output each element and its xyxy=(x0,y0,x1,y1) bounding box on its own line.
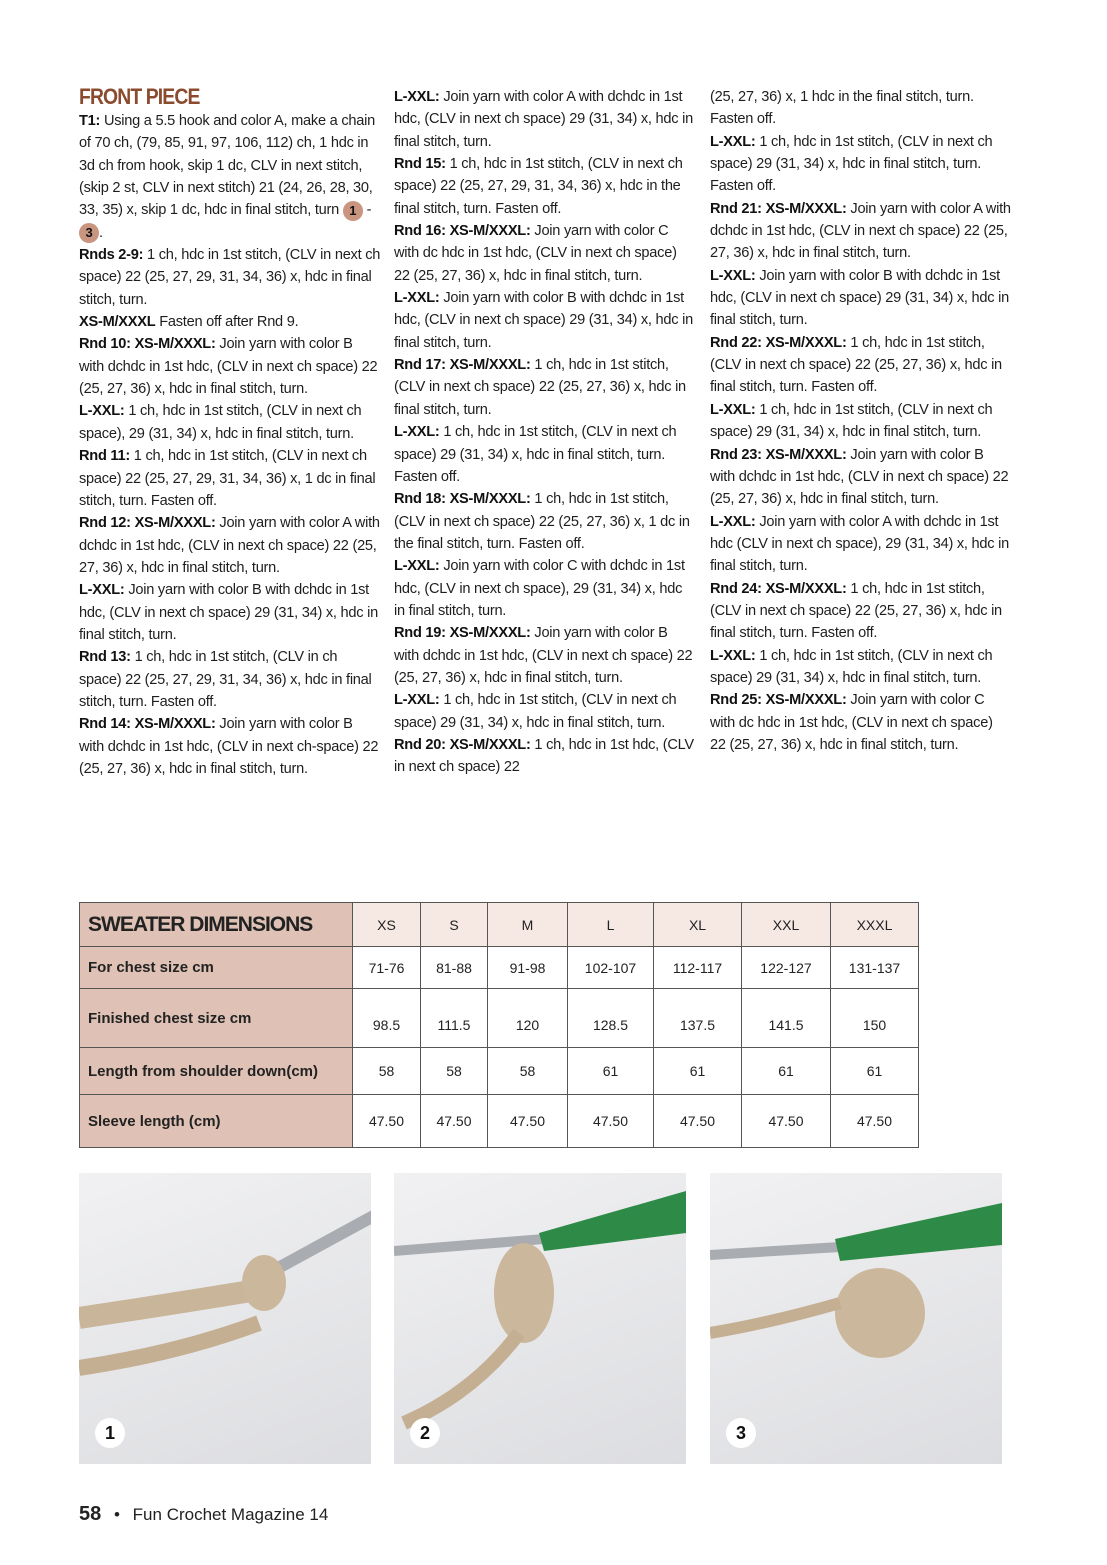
instruction-text: Join yarn with color B with dchdc in 1st hdc, (CLV in next ch space) 22 (25, 27, 36) x, hdc in final stitch, turn. xyxy=(710,446,1009,508)
instruction-label: Rnd 16: XS-M/XXXL: xyxy=(394,223,531,240)
instruction-label: Rnd 22: XS-M/XXXL: xyxy=(710,334,847,351)
instruction-paragraph xyxy=(394,354,696,421)
row-label: Sleeve length (cm) xyxy=(80,1095,353,1148)
instruction-paragraph xyxy=(710,131,1012,198)
instruction-paragraph xyxy=(79,400,381,445)
table-cell: 61 xyxy=(568,1048,654,1095)
photo-step-1 xyxy=(79,1173,371,1464)
crochet-photo-3 xyxy=(710,1173,1002,1464)
instruction-label: Rnd 14: XS-M/XXXL: xyxy=(79,716,216,733)
instruction-text: 1 ch, hdc in 1st stitch, (CLV in next ch space) 22 (25, 27, 29, 31, 34, 36) x, hdc in final stitch, turn. xyxy=(79,247,381,308)
instruction-text: Join yarn with color B with dchdc in 1st hdc, (CLV in next ch space) 22 (25, 27, 36) x, hdc in final stitch, turn. xyxy=(394,625,693,686)
table-cell: 58 xyxy=(353,1048,421,1095)
column-1 xyxy=(79,86,381,780)
table-cell: 58 xyxy=(488,1048,568,1095)
table-row xyxy=(80,947,919,989)
table-cell: 47.50 xyxy=(421,1095,488,1148)
crochet-photo-2 xyxy=(394,1173,686,1464)
table-title: SWEATER DIMENSIONS xyxy=(80,903,353,947)
instruction-text: 1 ch, hdc in 1st stitch, (CLV in ch space) 22 (25, 27, 29, 31, 34, 36) x, hdc in final stitch, turn. Fasten off. xyxy=(79,649,372,710)
instruction-paragraph: T1: Using a 5.5 hook and color A, make a chain of 70 ch, (79, 85, 91, 97, 106, 112) ch, 1 hdc in 3d ch from hook, skip 1 dc, CLV in next stitch, (skip 2 st, CLV in next stitch) 21 (24, 26, 28, 30, 33, 35) x, skip 1 dc, hdc in final stitch, turn 1 - 3 . xyxy=(79,110,381,244)
instruction-paragraph xyxy=(710,689,1012,756)
instruction-label: L-XXL: xyxy=(710,267,756,284)
instruction-text: 1 ch, hdc in 1st stitch, (CLV in next ch space) 29 (31, 34) x, hdc in final stitch, turn. Fasten off. xyxy=(394,424,677,485)
instruction-paragraph xyxy=(394,421,696,488)
instruction-label: L-XXL: xyxy=(710,133,756,150)
instruction-text: 1 ch, hdc in 1st stitch, (CLV in next ch space) 29 (31, 34) x, hdc in final stitch, turn. xyxy=(710,647,993,686)
instruction-paragraph xyxy=(79,333,381,400)
instruction-text: 1 ch, hdc in 1st stitch, (CLV in next ch space) 29 (31, 34) x, hdc in final stitch, turn. xyxy=(394,692,677,731)
step-number-badge: 2 xyxy=(410,1418,440,1448)
instruction-label: Rnd 13: xyxy=(79,649,131,666)
size-header: XL xyxy=(654,903,742,947)
instruction-text: Using a 5.5 hook and color A, make a chain of 70 ch, (79, 85, 91, 97, 106, 112) ch, 1 hdc in 3d ch from hook, skip 1 dc, CLV in next stitch, (skip 2 st, CLV in next stitch) 21 (24, 26, 28, 30, 33, 35) x, skip 1 dc, hdc in final stitch, turn xyxy=(79,113,375,219)
row-label: For chest size cm xyxy=(80,947,353,989)
instruction-label: L-XXL: xyxy=(710,647,756,664)
photo-step-2 xyxy=(394,1173,686,1464)
table-cell: 81-88 xyxy=(421,947,488,989)
instruction-paragraph xyxy=(394,622,696,689)
instruction-paragraph xyxy=(710,511,1012,578)
instruction-label: L-XXL: xyxy=(710,513,756,530)
section-heading: FRONT PIECE xyxy=(79,84,200,109)
instruction-paragraph xyxy=(710,645,1012,690)
table-cell: 120 xyxy=(488,989,568,1048)
instruction-text: Join yarn with color B with dchdc in 1st hdc, (CLV in next ch space) 29 (31, 34) x, hdc in final stitch, turn. xyxy=(710,267,1009,329)
table-cell: 137.5 xyxy=(654,989,742,1048)
table-cell: 47.50 xyxy=(488,1095,568,1148)
instruction-paragraph xyxy=(710,265,1012,332)
table-cell: 71-76 xyxy=(353,947,421,989)
instruction-text: Fasten off after Rnd 9. xyxy=(155,314,299,331)
instruction-label: Rnd 18: XS-M/XXXL: xyxy=(394,491,531,508)
instruction-label: L-XXL: xyxy=(394,692,440,709)
instruction-label: Rnd 19: XS-M/XXXL: xyxy=(394,625,531,642)
step-number-badge: 3 xyxy=(726,1418,756,1448)
instruction-paragraph xyxy=(79,445,381,512)
instruction-paragraph xyxy=(394,287,696,354)
size-header: M xyxy=(488,903,568,947)
table-cell: 61 xyxy=(742,1048,831,1095)
instruction-label: L-XXL: xyxy=(394,290,440,307)
crochet-photo-1 xyxy=(79,1173,371,1464)
instruction-paragraph xyxy=(710,444,1012,511)
instruction-paragraph xyxy=(710,578,1012,645)
instruction-text: Join yarn with color B with dchdc in 1st hdc, (CLV in next ch-space) 22 (25, 27, 36) x, hdc in final stitch, turn. xyxy=(79,716,379,777)
table-cell: 98.5 xyxy=(353,989,421,1048)
instruction-text: Join yarn with color A with dchdc in 1st hdc, (CLV in next ch space) 29 (31, 34) x, hdc in final stitch, turn. xyxy=(394,89,693,150)
instruction-text: 1 ch, hdc in 1st hdc, (CLV in next ch space) 22 xyxy=(394,736,694,776)
instruction-paragraph xyxy=(710,86,1012,131)
table-cell: 91-98 xyxy=(488,947,568,989)
page-number: 58 xyxy=(79,1503,102,1525)
table-row xyxy=(80,1095,919,1148)
instruction-label: L-XXL: xyxy=(394,558,440,575)
size-header: XXXL xyxy=(831,903,919,947)
instruction-paragraph xyxy=(79,512,381,579)
table-cell: 61 xyxy=(654,1048,742,1095)
magazine-title: Fun Crochet Magazine 14 xyxy=(132,1505,329,1524)
step-badge-icon: 1 xyxy=(343,201,363,221)
instruction-label: Rnd 10: XS-M/XXXL: xyxy=(79,336,216,353)
instruction-text: Join yarn with color C with dchdc in 1st hdc, (CLV in next ch space), 29 (31, 34) x, hdc in final stitch, turn. xyxy=(394,558,685,619)
instruction-paragraph xyxy=(394,555,696,622)
instruction-paragraph xyxy=(394,734,696,779)
instruction-text: Join yarn with color B with dchdc in 1st hdc, (CLV in next ch space) 29 (31, 34) x, hdc in final stitch, turn. xyxy=(394,290,693,351)
instruction-label: Rnd 23: XS-M/XXXL: xyxy=(710,446,847,463)
step-number-badge: 1 xyxy=(95,1418,125,1448)
table-cell: 122-127 xyxy=(742,947,831,989)
instruction-paragraph xyxy=(79,646,381,713)
table-cell: 112-117 xyxy=(654,947,742,989)
instruction-label: L-XXL: xyxy=(394,424,440,441)
instruction-text: 1 ch, hdc in 1st stitch, (CLV in next ch space) 22 (25, 27, 36) x, 1 dc in the final stitch, turn. Fasten off. xyxy=(394,491,690,552)
instruction-text: 1 ch, hdc in 1st stitch, (CLV in next ch space) 22 (25, 27, 36) x, hdc in final stitch, turn. Fasten off. xyxy=(710,334,1002,396)
table-row xyxy=(80,1048,919,1095)
instruction-text: 1 ch, hdc in 1st stitch, (CLV in next ch space) 22 (25, 27, 29, 31, 34, 36) x, 1 dc in final stitch, turn. Fasten off. xyxy=(79,448,376,509)
table-cell: 61 xyxy=(831,1048,919,1095)
table-cell: 150 xyxy=(831,989,919,1048)
instruction-label: Rnd 20: XS-M/XXXL: xyxy=(394,736,531,753)
instruction-paragraph xyxy=(394,220,696,287)
instruction-text: 1 ch, hdc in 1st stitch, (CLV in next ch space) 22 (25, 27, 36) x, hdc in final stitch, turn. Fasten off. xyxy=(710,580,1002,642)
instruction-label: XS-M/XXXL xyxy=(79,314,156,331)
instruction-text: Join yarn with color B with dchdc in 1st hdc, (CLV in next ch space) 22 (25, 27, 36) x, hdc in final stitch, turn. xyxy=(79,336,378,398)
instruction-paragraph xyxy=(79,311,381,333)
table-row xyxy=(80,989,919,1048)
instruction-paragraph xyxy=(394,153,696,220)
instruction-label: Rnd 17: XS-M/XXXL: xyxy=(394,357,531,374)
instruction-paragraph xyxy=(394,488,696,555)
sweater-dimensions-table xyxy=(79,902,919,1148)
instruction-text: 1 ch, hdc in 1st stitch, (CLV in next ch space) 29 (31, 34) x, hdc in final stitch, turn. Fasten off. xyxy=(710,133,993,195)
instruction-label: Rnd 11: xyxy=(79,448,130,465)
table-cell: 47.50 xyxy=(353,1095,421,1148)
row-label: Finished chest size cm xyxy=(80,989,353,1048)
table-cell: 47.50 xyxy=(742,1095,831,1148)
instruction-label: Rnd 15: xyxy=(394,156,446,173)
footer-bullet: • xyxy=(113,1505,120,1524)
instruction-text: Join yarn with color C with dc hdc in 1st hdc, (CLV in next ch space) 22 (25, 27, 36) x, hdc in final stitch, turn. xyxy=(394,223,677,284)
page-footer xyxy=(79,1503,328,1526)
instruction-label: Rnd 21: XS-M/XXXL: xyxy=(710,200,847,217)
instruction-label: Rnd 12: XS-M/XXXL: xyxy=(79,515,216,532)
table-cell: 141.5 xyxy=(742,989,831,1048)
instruction-label: Rnd 24: XS-M/XXXL: xyxy=(710,580,847,597)
instruction-text: Join yarn with color A with dchdc in 1st hdc, (CLV in next ch space) 22 (25, 27, 36) x, hdc in final stitch, turn. xyxy=(710,200,1011,262)
instruction-label: L-XXL: xyxy=(79,403,125,420)
instruction-text: 1 ch, hdc in 1st stitch, (CLV in next ch space) 22 (25, 27, 36) x, hdc in final stitch, turn. xyxy=(394,357,686,418)
size-header: S xyxy=(421,903,488,947)
instruction-label: T1: xyxy=(79,113,101,129)
size-header: XS xyxy=(353,903,421,947)
table-cell: 131-137 xyxy=(831,947,919,989)
table-cell: 47.50 xyxy=(831,1095,919,1148)
table-cell: 111.5 xyxy=(421,989,488,1048)
instruction-paragraph xyxy=(710,332,1012,399)
instruction-paragraph xyxy=(79,579,381,646)
instruction-text: 1 ch, hdc in 1st stitch, (CLV in next ch space) 29 (31, 34) x, hdc in final stitch, turn. xyxy=(710,401,993,441)
table-cell: 102-107 xyxy=(568,947,654,989)
instruction-label: Rnd 25: XS-M/XXXL: xyxy=(710,692,847,709)
instruction-text: 1 ch, hdc in 1st stitch, (CLV in next ch space) 22 (25, 27, 29, 31, 34, 36) x, hdc in the final stitch, turn. Fasten off. xyxy=(394,156,683,217)
table-cell: 47.50 xyxy=(568,1095,654,1148)
instruction-paragraph xyxy=(710,198,1012,265)
instruction-paragraph xyxy=(79,713,381,780)
size-header: L xyxy=(568,903,654,947)
photo-step-3 xyxy=(710,1173,1002,1464)
table-cell: 58 xyxy=(421,1048,488,1095)
instruction-text: (25, 27, 36) x, 1 hdc in the final stitch, turn. Fasten off. xyxy=(710,89,974,128)
instruction-text: Join yarn with color A with dchdc in 1st hdc (CLV in next ch space), 29 (31, 34) x, hdc in final stitch, turn. xyxy=(710,513,1009,575)
instruction-paragraph xyxy=(710,399,1012,444)
table-cell: 128.5 xyxy=(568,989,654,1048)
table-cell: 47.50 xyxy=(654,1095,742,1148)
step-badge-icon: 3 xyxy=(79,223,99,243)
instruction-label: L-XXL: xyxy=(79,582,125,599)
instruction-text: Join yarn with color A with dchdc in 1st hdc, (CLV in next ch space) 22 (25, 27, 36) x, hdc in final stitch, turn. xyxy=(79,515,380,576)
instruction-text: Join yarn with color C with dc hdc in 1st hdc, (CLV in next ch space) 22 (25, 27, 36) x, hdc in final stitch, turn. xyxy=(710,692,993,753)
instruction-paragraph xyxy=(394,689,696,734)
instruction-text: 1 ch, hdc in 1st stitch, (CLV in next ch space), 29 (31, 34) x, hdc in final stitch, turn. xyxy=(79,403,362,442)
instruction-label: L-XXL: xyxy=(710,401,756,418)
table-header-row xyxy=(80,903,919,947)
column-2 xyxy=(394,86,696,779)
instruction-label: L-XXL: xyxy=(394,89,440,105)
row-label: Length from shoulder down(cm) xyxy=(80,1048,353,1095)
instruction-paragraph xyxy=(79,244,381,311)
instruction-paragraph xyxy=(394,86,696,153)
column-3 xyxy=(710,86,1012,756)
instruction-text: Join yarn with color B with dchdc in 1st hdc, (CLV in next ch space) 29 (31, 34) x, hdc in final stitch, turn. xyxy=(79,582,378,643)
size-header: XXL xyxy=(742,903,831,947)
instruction-label: Rnds 2-9: xyxy=(79,247,144,264)
